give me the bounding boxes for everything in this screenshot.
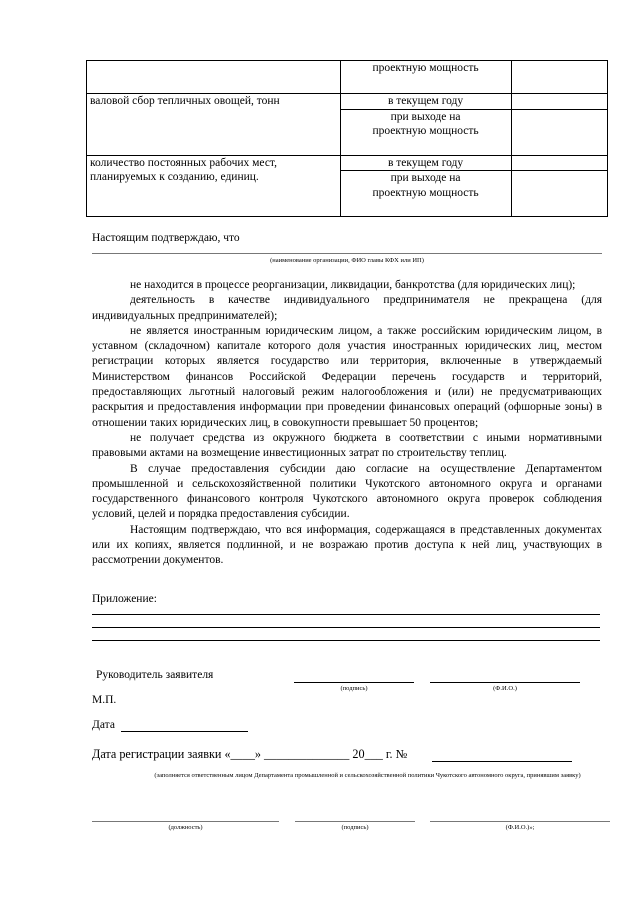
name-line: [430, 682, 580, 683]
indicators-table: [86, 60, 608, 217]
reg-signature-line: [295, 821, 415, 822]
table-cell-period: в текущем году: [340, 155, 511, 171]
table-cell-label: [87, 61, 341, 94]
registration-label: Дата регистрации заявки «____» ______________ 20___ г. №: [92, 747, 408, 761]
attachment-label: Приложение:: [92, 593, 157, 605]
org-name-line: [92, 253, 602, 254]
head-label: Руководитель заявителя: [96, 669, 214, 681]
table-cell-period: при выходе на проектную мощность: [340, 171, 511, 217]
org-caption: (наименование организации, ФИО главы КФХ или ИП): [270, 257, 424, 264]
declaration-body: [92, 278, 602, 569]
table-cell-value: [511, 155, 607, 171]
paragraph: не является иностранным юридическим лицом, а также российским юридическим лицом, в уставном (складочном) капитале которого доля участия иностранных юридических лиц, местом регистрации которых является государство или территория, включенные в утверждаемый Министерством финансов Российской Федерации перечень государств и территорий, предоставляющих льготный налоговый режим налогообложения и (или) не предусматривающих раскрытия и предоставления информации при проведении финансовых операций (офшорные зоны) в отношении таких юридических лиц, в совокупности превышает 50 процентов;: [92, 324, 602, 429]
attachment-line: [92, 627, 600, 628]
date-label: Дата: [92, 719, 115, 731]
table-cell-value: [511, 109, 607, 155]
position-line: [92, 821, 279, 822]
table-cell-period: проектную мощность: [340, 61, 511, 94]
paragraph: деятельность в качестве индивидуального предпринимателя не прекращена (для индивидуальных предпринимателей);: [92, 294, 602, 322]
date-line: [121, 731, 248, 732]
table-row: [87, 109, 608, 155]
name-caption: (Ф.И.О.): [493, 685, 517, 692]
table-cell-period: при выходе на проектную мощность: [340, 109, 511, 155]
signature-line: [294, 682, 414, 683]
paragraph: Настоящим подтверждаю, что вся информация, содержащаяся в представленных документах или их копиях, является подлинной, и не возражаю против доступа к ней лиц, участвующих в рассмотрении документов.: [92, 523, 602, 567]
paragraph: В случае предоставления субсидии даю согласие на осуществление Департаментом промышленной и сельскохозяйственной политики Чукотского автономного округа и органами государственного финансового контроля Чукотского автономного округа проверок соблюдения условий, целей и порядка предоставления субсидии.: [92, 462, 602, 521]
attachment-line: [92, 640, 600, 641]
stamp-label: М.П.: [92, 694, 117, 706]
registration-number-line: [432, 761, 572, 762]
table-row: [87, 94, 608, 110]
signature-caption: (подпись): [340, 685, 368, 692]
reg-name-line: [430, 821, 610, 822]
registration-note: (заполняется ответственным лицом Департамента промышленной и сельскохозяйственной политики Чукотского автономного округа, принявшим заявку): [154, 772, 581, 779]
reg-signature-caption: (подпись): [341, 824, 369, 831]
table-row: [87, 155, 608, 171]
table-row: [87, 61, 608, 94]
position-caption: (должность): [168, 824, 203, 831]
table-cell-label: [87, 109, 341, 155]
table-cell-value: [511, 94, 607, 110]
table-cell-period: в текущем году: [340, 94, 511, 110]
paragraph: не получает средства из окружного бюджета в соответствии с иными нормативными правовыми актами на возмещение инвестиционных затрат по строительству теплиц.: [92, 431, 602, 460]
reg-name-caption: (Ф.И.О.)»;: [505, 824, 535, 831]
table-cell-value: [511, 171, 607, 217]
table-cell-value: [511, 61, 607, 94]
attachment-line: [92, 614, 600, 615]
table-cell-label: валовой сбор тепличных овощей, тонн: [87, 94, 341, 110]
table-cell-label: количество постоянных рабочих мест, планируемых к созданию, единиц.: [87, 155, 341, 217]
confirm-intro: Настоящим подтверждаю, что: [92, 232, 240, 244]
paragraph: не находится в процессе реорганизации, ликвидации, банкротства (для юридических лиц);: [130, 279, 576, 291]
